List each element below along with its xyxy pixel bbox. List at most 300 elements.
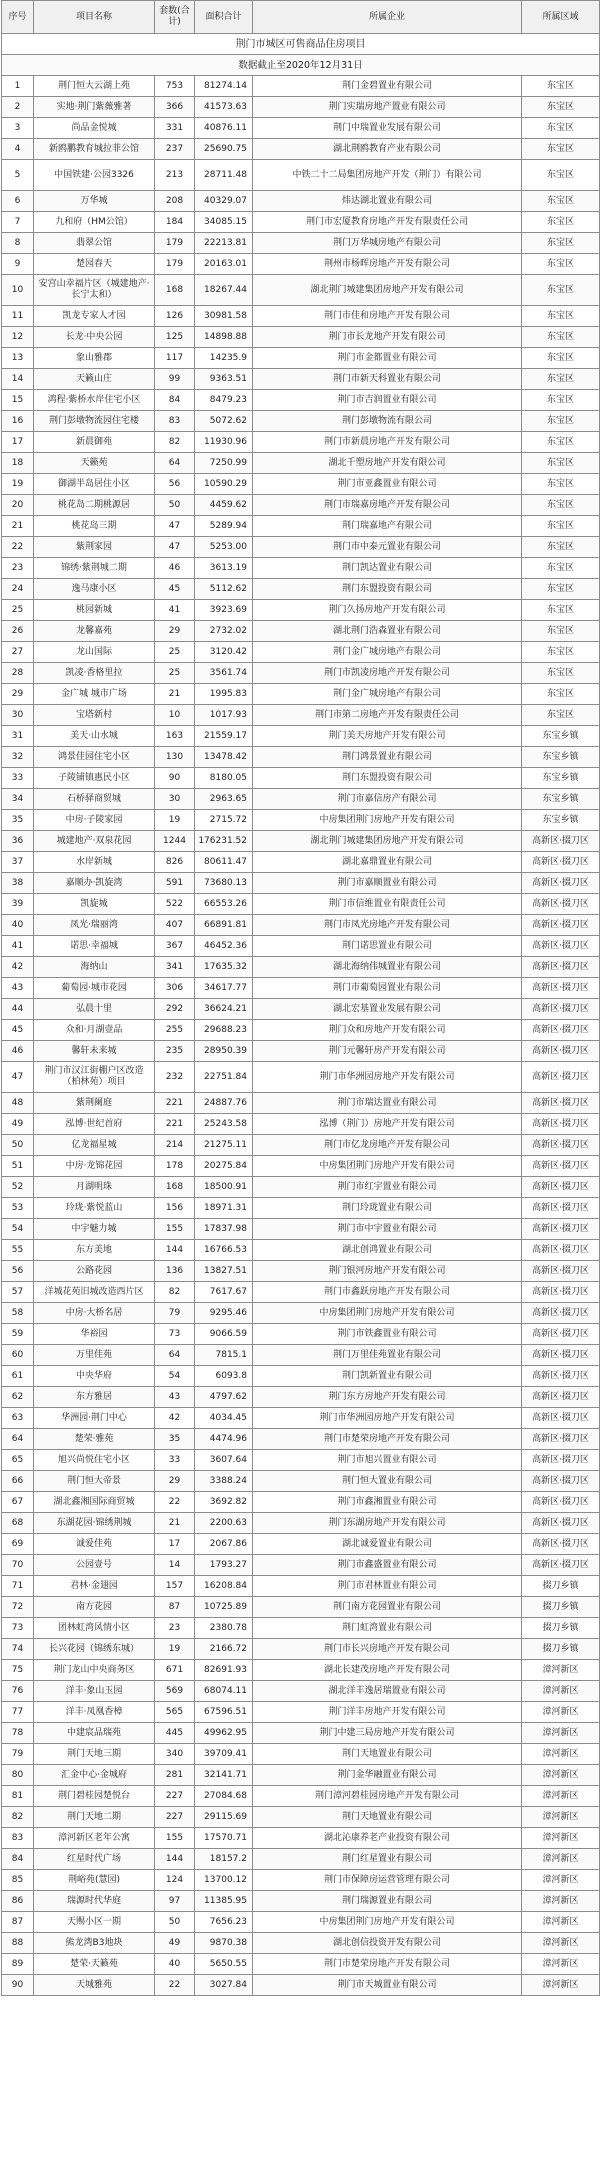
project-name: 诚爱佳苑	[34, 1534, 155, 1555]
table-row	[2, 1345, 600, 1366]
total-area: 82691.93	[195, 1660, 253, 1681]
data-cutoff-date: 数据截止至2020年12月31日	[2, 55, 600, 76]
project-name: 君林·金翅园	[34, 1576, 155, 1597]
developer: 荆门实瑞房地产置业有限公司	[253, 97, 522, 118]
unit-count: 407	[155, 915, 195, 936]
total-area: 3923.69	[195, 600, 253, 621]
developer: 荆门红星置业有限公司	[253, 1849, 522, 1870]
developer: 荆门彭墩物流有限公司	[253, 411, 522, 432]
project-name: 玲珑·紫悦蓝山	[34, 1198, 155, 1219]
district: 东宝区	[522, 306, 600, 327]
row-index: 32	[2, 747, 34, 768]
table-row	[2, 957, 600, 978]
district: 高新区·掇刀区	[522, 1471, 600, 1492]
district: 高新区·掇刀区	[522, 1261, 600, 1282]
total-area: 18157.2	[195, 1849, 253, 1870]
district: 漳河新区	[522, 1702, 600, 1723]
total-area: 32141.71	[195, 1765, 253, 1786]
unit-count: 10	[155, 705, 195, 726]
unit-count: 64	[155, 1345, 195, 1366]
project-name: 子陵铺镇惠民小区	[34, 768, 155, 789]
table-row	[2, 747, 600, 768]
district: 东宝乡镇	[522, 768, 600, 789]
developer: 荆门虹湾置业有限公司	[253, 1618, 522, 1639]
district: 漳河新区	[522, 1891, 600, 1912]
project-name: 天赐小区一期	[34, 1912, 155, 1933]
header-unit-count: 套数(合计)	[155, 1, 195, 34]
project-name: 中房·龙锦花园	[34, 1156, 155, 1177]
unit-count: 227	[155, 1786, 195, 1807]
table-row	[2, 789, 600, 810]
district: 东宝区	[522, 369, 600, 390]
row-index: 57	[2, 1282, 34, 1303]
total-area: 9066.59	[195, 1324, 253, 1345]
table-row	[2, 894, 600, 915]
table-row	[2, 1786, 600, 1807]
table-row	[2, 1219, 600, 1240]
total-area: 5650.55	[195, 1954, 253, 1975]
total-area: 3388.24	[195, 1471, 253, 1492]
table-row	[2, 1282, 600, 1303]
table-row	[2, 915, 600, 936]
table-row	[2, 139, 600, 160]
developer: 荆门东湖房地产开发有限公司	[253, 1513, 522, 1534]
table-row	[2, 1471, 600, 1492]
row-index: 61	[2, 1366, 34, 1387]
unit-count: 83	[155, 411, 195, 432]
row-index: 78	[2, 1723, 34, 1744]
total-area: 13700.12	[195, 1870, 253, 1891]
district: 高新区·掇刀区	[522, 1534, 600, 1555]
total-area: 14898.88	[195, 327, 253, 348]
row-index: 63	[2, 1408, 34, 1429]
row-index: 9	[2, 254, 34, 275]
developer: 中房集团荆门房地产开发有限公司	[253, 1303, 522, 1324]
project-name: 凯旋城	[34, 894, 155, 915]
row-index: 12	[2, 327, 34, 348]
table-row	[2, 1849, 600, 1870]
row-index: 85	[2, 1870, 34, 1891]
table-row	[2, 1041, 600, 1062]
table-row	[2, 275, 600, 306]
table-row	[2, 1303, 600, 1324]
total-area: 9870.38	[195, 1933, 253, 1954]
district: 高新区·掇刀区	[522, 1513, 600, 1534]
total-area: 21275.11	[195, 1135, 253, 1156]
unit-count: 130	[155, 747, 195, 768]
developer: 荆门久扬房地产开发有限公司	[253, 600, 522, 621]
district: 高新区·掇刀区	[522, 1114, 600, 1135]
total-area: 176231.52	[195, 831, 253, 852]
district: 高新区·掇刀区	[522, 1387, 600, 1408]
total-area: 22213.81	[195, 233, 253, 254]
district: 掇刀乡镇	[522, 1597, 600, 1618]
row-index: 81	[2, 1786, 34, 1807]
project-name: 弘晨十里	[34, 999, 155, 1020]
developer: 荆门市天城置业有限公司	[253, 1975, 522, 1996]
total-area: 3561.74	[195, 663, 253, 684]
district: 漳河新区	[522, 1807, 600, 1828]
unit-count: 50	[155, 1912, 195, 1933]
unit-count: 306	[155, 978, 195, 999]
project-name: 南方花园	[34, 1597, 155, 1618]
table-row	[2, 1765, 600, 1786]
unit-count: 221	[155, 1093, 195, 1114]
project-name: 葡萄园·城市花园	[34, 978, 155, 999]
table-row	[2, 852, 600, 873]
project-name: 楚园春天	[34, 254, 155, 275]
total-area: 17635.32	[195, 957, 253, 978]
total-area: 1793.27	[195, 1555, 253, 1576]
table-row	[2, 212, 600, 233]
project-name: 桃花岛三期	[34, 516, 155, 537]
total-area: 17837.98	[195, 1219, 253, 1240]
row-index: 40	[2, 915, 34, 936]
table-row	[2, 97, 600, 118]
district: 东宝区	[522, 254, 600, 275]
total-area: 4459.62	[195, 495, 253, 516]
developer: 荆门市楚荣房地产开发有限公司	[253, 1954, 522, 1975]
district: 漳河新区	[522, 1786, 600, 1807]
row-index: 25	[2, 600, 34, 621]
header-district: 所属区域	[522, 1, 600, 34]
unit-count: 29	[155, 621, 195, 642]
unit-count: 43	[155, 1387, 195, 1408]
unit-count: 144	[155, 1240, 195, 1261]
developer: 荆门南方花园置业有限公司	[253, 1597, 522, 1618]
unit-count: 19	[155, 1639, 195, 1660]
district: 高新区·掇刀区	[522, 1492, 600, 1513]
row-index: 74	[2, 1639, 34, 1660]
header-index: 序号	[2, 1, 34, 34]
project-name: 凯凌·香格里拉	[34, 663, 155, 684]
row-index: 67	[2, 1492, 34, 1513]
project-name: 美天·山水城	[34, 726, 155, 747]
project-name: 九和府（HM公馆）	[34, 212, 155, 233]
row-index: 2	[2, 97, 34, 118]
row-index: 36	[2, 831, 34, 852]
developer: 湖北海纳伟城置业有限公司	[253, 957, 522, 978]
total-area: 3613.19	[195, 558, 253, 579]
district: 东宝区	[522, 139, 600, 160]
total-area: 81274.14	[195, 76, 253, 97]
table-row	[2, 1177, 600, 1198]
project-name: 宝塔新村	[34, 705, 155, 726]
table-row	[2, 453, 600, 474]
row-index: 72	[2, 1597, 34, 1618]
row-index: 37	[2, 852, 34, 873]
unit-count: 40	[155, 1954, 195, 1975]
district: 高新区·掇刀区	[522, 1345, 600, 1366]
unit-count: 569	[155, 1681, 195, 1702]
total-area: 22751.84	[195, 1062, 253, 1093]
project-name: 荆门碧桂园楚悦台	[34, 1786, 155, 1807]
unit-count: 87	[155, 1597, 195, 1618]
table-row	[2, 369, 600, 390]
project-name: 诺思·幸福城	[34, 936, 155, 957]
total-area: 3692.82	[195, 1492, 253, 1513]
district: 高新区·掇刀区	[522, 1020, 600, 1041]
table-row	[2, 810, 600, 831]
row-index: 56	[2, 1261, 34, 1282]
project-name: 亿龙福星城	[34, 1135, 155, 1156]
table-row	[2, 411, 600, 432]
total-area: 2715.72	[195, 810, 253, 831]
unit-count: 29	[155, 1471, 195, 1492]
total-area: 21559.17	[195, 726, 253, 747]
unit-count: 47	[155, 537, 195, 558]
row-index: 55	[2, 1240, 34, 1261]
table-row	[2, 1639, 600, 1660]
total-area: 14235.9	[195, 348, 253, 369]
table-row	[2, 327, 600, 348]
unit-count: 445	[155, 1723, 195, 1744]
developer: 湖北千塑房地产开发有限公司	[253, 453, 522, 474]
table-row	[2, 1198, 600, 1219]
table-body	[2, 76, 600, 1996]
unit-count: 64	[155, 453, 195, 474]
table-row	[2, 978, 600, 999]
district: 漳河新区	[522, 1828, 600, 1849]
total-area: 34085.15	[195, 212, 253, 233]
unit-count: 826	[155, 852, 195, 873]
row-index: 6	[2, 191, 34, 212]
project-name: 湖北鑫湘国际商贸城	[34, 1492, 155, 1513]
table-row	[2, 160, 600, 191]
district: 东宝区	[522, 579, 600, 600]
district: 高新区·掇刀区	[522, 1282, 600, 1303]
district: 高新区·掇刀区	[522, 1408, 600, 1429]
developer: 荆门万华城房地产有限公司	[253, 233, 522, 254]
district: 漳河新区	[522, 1975, 600, 1996]
developer: 荆门天地置业有限公司	[253, 1807, 522, 1828]
project-name: 漳河新区老年公寓	[34, 1828, 155, 1849]
table-row	[2, 726, 600, 747]
developer: 荆门市嘉顺置业有限公司	[253, 873, 522, 894]
unit-count: 25	[155, 642, 195, 663]
developer: 荆门市瑞达置业有限公司	[253, 1093, 522, 1114]
row-index: 54	[2, 1219, 34, 1240]
table-row	[2, 1062, 600, 1093]
unit-count: 35	[155, 1429, 195, 1450]
table-row	[2, 873, 600, 894]
unit-count: 144	[155, 1849, 195, 1870]
total-area: 4797.62	[195, 1387, 253, 1408]
table-row	[2, 1492, 600, 1513]
project-name: 瑞源时代华庭	[34, 1891, 155, 1912]
developer: 荆门恒大置业有限公司	[253, 1471, 522, 1492]
row-index: 5	[2, 160, 34, 191]
district: 高新区·掇刀区	[522, 1303, 600, 1324]
total-area: 11385.95	[195, 1891, 253, 1912]
project-name: 荆门龙山中央商务区	[34, 1660, 155, 1681]
total-area: 16208.84	[195, 1576, 253, 1597]
table-row	[2, 1828, 600, 1849]
unit-count: 84	[155, 390, 195, 411]
district: 高新区·掇刀区	[522, 873, 600, 894]
district: 高新区·掇刀区	[522, 1198, 600, 1219]
unit-count: 73	[155, 1324, 195, 1345]
developer: 荆门市华洲园房地产开发有限公司	[253, 1062, 522, 1093]
total-area: 18267.44	[195, 275, 253, 306]
district: 高新区·掇刀区	[522, 915, 600, 936]
row-index: 3	[2, 118, 34, 139]
row-index: 22	[2, 537, 34, 558]
project-name: 中房·大桥名居	[34, 1303, 155, 1324]
developer: 荆门玲珑置业有限公司	[253, 1198, 522, 1219]
unit-count: 168	[155, 1177, 195, 1198]
developer: 荆门诺思置业有限公司	[253, 936, 522, 957]
total-area: 28711.48	[195, 160, 253, 191]
unit-count: 25	[155, 663, 195, 684]
table-row	[2, 1387, 600, 1408]
district: 东宝区	[522, 411, 600, 432]
unit-count: 117	[155, 348, 195, 369]
table-row	[2, 1135, 600, 1156]
total-area: 2200.63	[195, 1513, 253, 1534]
row-index: 35	[2, 810, 34, 831]
developer: 荆门市君林置业有限公司	[253, 1576, 522, 1597]
developer: 荆门市鑫跃房地产开发有限公司	[253, 1282, 522, 1303]
developer: 荆门金广城房地产有限公司	[253, 642, 522, 663]
table-row	[2, 233, 600, 254]
table-row	[2, 1513, 600, 1534]
table-row	[2, 1366, 600, 1387]
project-name: 凤光·瑞丽湾	[34, 915, 155, 936]
table-row	[2, 432, 600, 453]
unit-count: 155	[155, 1828, 195, 1849]
unit-count: 125	[155, 327, 195, 348]
project-name: 安宫山幸福片区（城建地产·长宁太和）	[34, 275, 155, 306]
project-name: 新晨御苑	[34, 432, 155, 453]
unit-count: 753	[155, 76, 195, 97]
total-area: 2963.65	[195, 789, 253, 810]
project-name: 水岸新城	[34, 852, 155, 873]
project-name: 逸马康小区	[34, 579, 155, 600]
developer: 荆门市新晨房地产开发有限公司	[253, 432, 522, 453]
project-name: 长兴花园（锦绣东城）	[34, 1639, 155, 1660]
row-index: 41	[2, 936, 34, 957]
developer: 荆门市新天科置业有限公司	[253, 369, 522, 390]
district: 漳河新区	[522, 1849, 600, 1870]
developer: 湖北嘉鼎置业有限公司	[253, 852, 522, 873]
unit-count: 14	[155, 1555, 195, 1576]
total-area: 9363.51	[195, 369, 253, 390]
total-area: 7617.67	[195, 1282, 253, 1303]
unit-count: 221	[155, 1114, 195, 1135]
unit-count: 17	[155, 1534, 195, 1555]
table-row	[2, 1597, 600, 1618]
row-index: 43	[2, 978, 34, 999]
project-name: 锦绣·紫荆城二期	[34, 558, 155, 579]
total-area: 5289.94	[195, 516, 253, 537]
table-row	[2, 1933, 600, 1954]
total-area: 7250.99	[195, 453, 253, 474]
district: 高新区·掇刀区	[522, 978, 600, 999]
unit-count: 22	[155, 1975, 195, 1996]
row-index: 31	[2, 726, 34, 747]
project-name: 荆门恒大帝景	[34, 1471, 155, 1492]
developer: 湖北洋丰逸居瑞置业有限公司	[253, 1681, 522, 1702]
project-name: 长龙·中央公园	[34, 327, 155, 348]
developer: 湖北诚爱置业有限公司	[253, 1534, 522, 1555]
project-name: 新鸥鹏教育城拉菲公馆	[34, 139, 155, 160]
total-area: 20275.84	[195, 1156, 253, 1177]
district: 掇刀乡镇	[522, 1576, 600, 1597]
unit-count: 179	[155, 254, 195, 275]
row-index: 83	[2, 1828, 34, 1849]
table-row	[2, 663, 600, 684]
row-index: 84	[2, 1849, 34, 1870]
table-row	[2, 1954, 600, 1975]
project-name: 月湖明珠	[34, 1177, 155, 1198]
row-index: 80	[2, 1765, 34, 1786]
unit-count: 179	[155, 233, 195, 254]
developer: 荆门金碧置业有限公司	[253, 76, 522, 97]
project-name: 泓博·世纪首府	[34, 1114, 155, 1135]
total-area: 28950.39	[195, 1041, 253, 1062]
project-name: 石桥驿商贸城	[34, 789, 155, 810]
developer: 中房集团荆门房地产开发有限公司	[253, 810, 522, 831]
table-row	[2, 1681, 600, 1702]
total-area: 10590.29	[195, 474, 253, 495]
table-row	[2, 621, 600, 642]
row-index: 10	[2, 275, 34, 306]
district: 漳河新区	[522, 1681, 600, 1702]
table-row	[2, 1429, 600, 1450]
row-index: 30	[2, 705, 34, 726]
row-index: 73	[2, 1618, 34, 1639]
total-area: 5112.62	[195, 579, 253, 600]
developer: 湖北荆门城建集团房地产开发有限公司	[253, 831, 522, 852]
developer: 荆门市长龙地产开发有限公司	[253, 327, 522, 348]
district: 高新区·掇刀区	[522, 831, 600, 852]
developer: 荆门漳河碧桂园房地产开发有限公司	[253, 1786, 522, 1807]
table-row	[2, 474, 600, 495]
row-index: 52	[2, 1177, 34, 1198]
unit-count: 281	[155, 1765, 195, 1786]
district: 高新区·掇刀区	[522, 1041, 600, 1062]
table-row	[2, 1891, 600, 1912]
table-banner	[2, 34, 600, 76]
table-row	[2, 1408, 600, 1429]
row-index: 79	[2, 1744, 34, 1765]
total-area: 24887.76	[195, 1093, 253, 1114]
row-index: 86	[2, 1891, 34, 1912]
project-name: 楚荣·雅苑	[34, 1429, 155, 1450]
table-row	[2, 1975, 600, 1996]
district: 掇刀乡镇	[522, 1639, 600, 1660]
district: 东宝区	[522, 118, 600, 139]
project-name: 金广城 城市广场	[34, 684, 155, 705]
table-row	[2, 348, 600, 369]
row-index: 48	[2, 1093, 34, 1114]
unit-count: 56	[155, 474, 195, 495]
row-index: 53	[2, 1198, 34, 1219]
table-row	[2, 495, 600, 516]
developer: 荆门市华洲园房地产开发有限公司	[253, 1408, 522, 1429]
project-name: 洋城花苑旧城改造西片区	[34, 1282, 155, 1303]
unit-count: 367	[155, 936, 195, 957]
unit-count: 97	[155, 1891, 195, 1912]
project-name: 洋丰·凤凰香樟	[34, 1702, 155, 1723]
total-area: 3120.42	[195, 642, 253, 663]
unit-count: 33	[155, 1450, 195, 1471]
total-area: 4474.96	[195, 1429, 253, 1450]
table-row	[2, 76, 600, 97]
project-name: 中央华府	[34, 1366, 155, 1387]
unit-count: 671	[155, 1660, 195, 1681]
